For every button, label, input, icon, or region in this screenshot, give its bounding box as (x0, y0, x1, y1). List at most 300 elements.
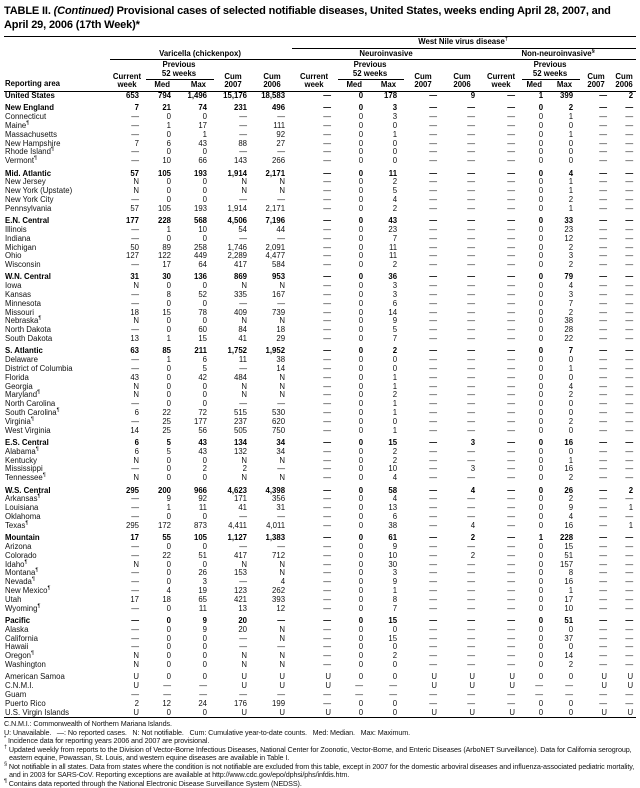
value-cell: — (277, 233, 286, 243)
reporting-area-cell: Tennessee¶ (5, 472, 46, 483)
value-cell: 15 (198, 334, 207, 344)
value-cell: — (323, 511, 332, 521)
value-cell: 0 (166, 568, 171, 578)
value-cell: 0 (392, 416, 398, 426)
value-cell: — (467, 112, 476, 122)
reporting-area-cell: New England (5, 103, 54, 113)
value-cell: 0 (358, 281, 364, 291)
value-cell: 9 (392, 316, 398, 326)
value-cell: 750 (272, 425, 286, 435)
value-cell: 0 (202, 707, 207, 717)
value-cell: — (467, 473, 476, 483)
value-cell: 44 (276, 224, 286, 234)
value-cell: — (625, 381, 634, 391)
value-cell: — (507, 325, 516, 335)
value-cell: N (279, 281, 286, 291)
value-cell: 739 (272, 307, 286, 317)
value-cell: 15 (564, 541, 574, 551)
value-cell: 9 (392, 541, 398, 551)
value-cell: 60 (198, 325, 207, 335)
value-cell: 33 (564, 216, 574, 226)
value-cell: N (279, 316, 286, 326)
value-cell: N (241, 316, 247, 326)
value-cell: 17 (162, 260, 171, 270)
value-cell: 0 (358, 473, 364, 483)
value-cell: 23 (564, 224, 574, 234)
value-cell: 4,011 (266, 520, 286, 530)
value-cell: — (429, 399, 438, 409)
value-cell: — (467, 103, 476, 113)
value-cell: — (131, 689, 139, 699)
value-cell: 18 (130, 307, 139, 317)
non-neuroinvasive-group-header (482, 48, 636, 60)
value-cell: 0 (358, 642, 364, 652)
value-cell: U (325, 681, 332, 691)
value-cell: 0 (392, 672, 398, 682)
value-cell: N (133, 381, 139, 391)
value-cell: 17 (564, 594, 574, 604)
value-cell: 88 (238, 138, 247, 148)
value-cell: — (131, 577, 139, 587)
value-cell: 0 (358, 577, 364, 587)
value-cell: 0 (166, 659, 171, 669)
value-cell: — (599, 594, 608, 604)
value-cell: 74 (198, 103, 207, 113)
value-cell: — (599, 307, 608, 317)
value-cell: — (625, 203, 634, 213)
value-cell: U (241, 707, 247, 717)
value-cell: 0 (166, 298, 171, 308)
value-cell: 23 (388, 224, 398, 234)
neuro-max-header: Max (380, 80, 397, 90)
reporting-area-cell: Mississippi (5, 464, 43, 474)
reporting-area-cell: C.N.M.I. (5, 681, 34, 691)
value-cell: 22 (162, 408, 171, 418)
value-cell: 2 (392, 260, 398, 270)
value-cell: — (599, 485, 608, 495)
value-cell: 50 (130, 242, 139, 252)
value-cell: 26 (564, 485, 574, 495)
table-row (4, 474, 636, 483)
value-cell: 0 (358, 290, 364, 300)
value-cell: — (599, 334, 608, 344)
value-cell: 10 (388, 550, 398, 560)
value-cell: U (509, 681, 516, 691)
value-cell: — (429, 541, 438, 551)
value-cell: — (599, 138, 608, 148)
value-cell: 0 (358, 651, 364, 661)
reporting-area-cell: Massachusetts (5, 129, 58, 139)
value-cell: 16 (564, 520, 574, 530)
footnote-mark: ¶ (30, 416, 34, 423)
value-cell: — (239, 633, 247, 643)
value-cell: 0 (538, 364, 544, 374)
value-cell: — (429, 168, 438, 178)
value-cell: — (429, 325, 438, 335)
value-cell: 0 (358, 224, 364, 234)
value-cell: 262 (272, 585, 286, 595)
value-cell: — (625, 425, 634, 435)
value-cell: — (467, 372, 476, 382)
value-cell: — (131, 541, 139, 551)
reporting-area-cell: Ohio (5, 251, 22, 261)
value-cell: 0 (538, 603, 544, 613)
value-cell: 11 (388, 168, 398, 178)
value-cell: — (625, 281, 634, 291)
value-cell: — (467, 624, 476, 634)
value-cell: — (467, 346, 476, 356)
value-cell: 1,752 (227, 346, 247, 356)
value-cell: — (429, 390, 438, 400)
value-cell: — (429, 559, 438, 569)
reporting-area-cell: South Carolina¶ (5, 407, 60, 418)
value-cell: 0 (568, 372, 574, 382)
value-cell: — (239, 194, 247, 204)
week-label: week (304, 80, 324, 90)
nonneuro-current-week-header (482, 60, 522, 92)
value-cell: 1,383 (265, 533, 286, 543)
value-cell: — (239, 129, 247, 139)
value-cell: 26 (198, 568, 207, 578)
value-cell: — (599, 120, 608, 130)
value-cell: 1 (568, 585, 574, 595)
value-cell: 2 (470, 550, 476, 560)
value-cell: 0 (538, 120, 544, 130)
value-cell: — (599, 372, 608, 382)
value-cell: — (163, 681, 171, 691)
value-cell: — (599, 446, 608, 456)
value-cell: — (429, 224, 438, 234)
value-cell: 0 (538, 651, 544, 661)
value-cell: 0 (358, 594, 364, 604)
reporting-area-cell: American Samoa (5, 672, 65, 682)
value-cell: — (323, 659, 332, 669)
value-cell: 15 (388, 438, 398, 448)
value-cell: 105 (157, 168, 171, 178)
value-cell: — (131, 642, 139, 652)
value-cell: — (599, 168, 608, 178)
value-cell: 176 (233, 698, 247, 708)
value-cell: 0 (358, 156, 364, 166)
value-cell: — (507, 129, 516, 139)
value-cell: 2,171 (265, 203, 286, 213)
reporting-area-cell: Georgia (5, 381, 33, 391)
value-cell: 3 (392, 112, 398, 122)
value-cell: 15,176 (223, 90, 247, 100)
value-cell: — (467, 494, 476, 504)
value-cell: — (467, 307, 476, 317)
value-cell: 0 (568, 707, 574, 717)
value-cell: 0 (358, 446, 364, 456)
value-cell: — (507, 541, 516, 551)
value-cell: — (429, 520, 438, 530)
value-cell: 1,952 (265, 346, 286, 356)
value-cell: — (467, 399, 476, 409)
value-cell: — (429, 298, 438, 308)
value-cell: 29 (276, 334, 286, 344)
value-cell: — (467, 633, 476, 643)
value-cell: 1 (568, 203, 574, 213)
value-cell: 28 (564, 325, 574, 335)
value-cell: — (507, 156, 516, 166)
previous-label: Previous (353, 60, 387, 70)
value-cell: — (507, 355, 516, 365)
value-cell: — (599, 494, 608, 504)
value-cell: — (625, 698, 634, 708)
footnote-marker: * (4, 735, 7, 742)
value-cell: 14 (388, 307, 398, 317)
value-cell: — (599, 659, 608, 669)
value-cell: 0 (568, 147, 574, 157)
value-cell: 0 (358, 615, 364, 625)
value-cell: 51 (564, 550, 574, 560)
value-cell: — (507, 372, 516, 382)
value-cell: 0 (166, 651, 171, 661)
value-cell: 0 (538, 156, 544, 166)
value-cell: — (239, 298, 247, 308)
reporting-area-cell: Alabama¶ (5, 446, 39, 456)
value-cell: 0 (358, 550, 364, 560)
value-cell: 6 (166, 138, 171, 148)
value-cell: 13 (238, 603, 247, 613)
value-cell: 0 (538, 316, 544, 326)
value-cell: — (467, 425, 476, 435)
value-cell: 2 (628, 90, 634, 100)
value-cell: 0 (166, 603, 171, 613)
value-cell: 0 (358, 464, 364, 474)
value-cell: — (599, 603, 608, 613)
non-neuroinvasive-label: Non-neuroinvasive (521, 48, 592, 58)
value-cell: — (599, 651, 608, 661)
varicella-previous-52-weeks-header (146, 60, 214, 80)
value-cell: — (323, 390, 332, 400)
value-cell: N (133, 473, 139, 483)
reporting-area-cell: Puerto Rico (5, 698, 46, 708)
value-cell: — (625, 138, 634, 148)
reporting-area-cell: Guam (5, 689, 27, 699)
value-cell: — (599, 290, 608, 300)
value-cell: — (507, 224, 516, 234)
value-cell: — (625, 550, 634, 560)
varicella-spacer (110, 37, 292, 49)
value-cell: 178 (384, 90, 398, 100)
value-cell: — (239, 642, 247, 652)
value-cell: — (507, 260, 516, 270)
value-cell: — (467, 168, 476, 178)
value-cell: 2 (568, 390, 574, 400)
value-cell: 7 (568, 298, 574, 308)
value-cell: 16 (564, 438, 574, 448)
value-cell: 54 (238, 224, 247, 234)
value-cell: — (323, 316, 332, 326)
value-cell: 14 (564, 651, 574, 661)
value-cell: 2 (470, 533, 476, 543)
value-cell: — (277, 541, 286, 551)
value-cell: 199 (272, 698, 286, 708)
value-cell: 0 (202, 511, 207, 521)
value-cell: 0 (358, 216, 364, 226)
value-cell: 421 (233, 594, 247, 604)
value-cell: — (467, 559, 476, 569)
value-cell: N (133, 455, 139, 465)
value-cell: 6 (134, 438, 139, 448)
value-cell: 1 (166, 224, 171, 234)
value-cell: — (429, 147, 438, 157)
footnote-mark: ¶ (25, 520, 29, 527)
value-cell: 2 (392, 446, 398, 456)
value-cell: N (241, 390, 247, 400)
reporting-area-cell: E.N. Central (5, 216, 50, 226)
value-cell: 8 (392, 594, 398, 604)
value-cell: — (507, 651, 516, 661)
value-cell: 0 (538, 260, 544, 270)
value-cell: U (133, 672, 139, 682)
value-cell: — (625, 168, 634, 178)
value-cell: — (507, 390, 516, 400)
value-cell: — (599, 194, 608, 204)
value-cell: — (599, 541, 608, 551)
value-cell: — (429, 594, 438, 604)
value-cell: — (599, 689, 608, 699)
value-cell: — (625, 455, 634, 465)
footnote-mark: ¶ (42, 472, 46, 479)
value-cell: — (323, 260, 332, 270)
value-cell: — (507, 216, 516, 226)
value-cell: 228 (157, 216, 171, 226)
value-cell: 3 (392, 290, 398, 300)
value-cell: N (133, 659, 139, 669)
nonneuro-cum-2007-header (580, 60, 614, 92)
value-cell: 0 (166, 399, 171, 409)
value-cell: 0 (202, 112, 207, 122)
value-cell: 0 (358, 633, 364, 643)
value-cell: 1 (166, 120, 171, 130)
value-cell: — (429, 568, 438, 578)
value-cell: N (241, 281, 247, 291)
value-cell: 0 (538, 242, 544, 252)
value-cell: — (507, 194, 516, 204)
value-cell: 84 (238, 325, 247, 335)
value-cell: 2 (202, 464, 207, 474)
value-cell: 0 (202, 399, 207, 409)
value-cell: — (625, 233, 634, 243)
value-cell: U (601, 681, 608, 691)
value-cell: 0 (538, 334, 544, 344)
value-cell: — (599, 216, 608, 226)
value-cell: — (429, 689, 438, 699)
wnv-dagger-mark: † (504, 36, 508, 43)
value-cell: — (625, 364, 634, 374)
value-cell: — (599, 585, 608, 595)
value-cell: 0 (358, 559, 364, 569)
value-cell: 4 (568, 168, 574, 178)
value-cell: — (429, 242, 438, 252)
value-cell: 0 (538, 473, 544, 483)
value-cell: 1,127 (227, 533, 247, 543)
value-cell: 89 (162, 242, 171, 252)
value-cell: 5 (166, 446, 171, 456)
value-cell: — (507, 603, 516, 613)
non-neuroinvasive-section-mark: § (591, 48, 595, 54)
value-cell: — (429, 485, 438, 495)
value-cell: 7 (392, 233, 398, 243)
value-cell: 1,914 (227, 203, 247, 213)
value-cell: — (625, 242, 634, 252)
value-cell: 2 (568, 494, 574, 504)
cum-label: Cum (587, 71, 605, 81)
reporting-area-cell: Minnesota (5, 298, 41, 308)
value-cell: 0 (166, 194, 171, 204)
value-cell: — (599, 399, 608, 409)
value-cell: 193 (193, 168, 207, 178)
value-cell: 4 (280, 577, 286, 587)
value-cell: — (467, 216, 476, 226)
value-cell: — (429, 577, 438, 587)
value-cell: — (467, 224, 476, 234)
value-cell: 0 (166, 707, 171, 717)
value-cell: 9 (202, 624, 207, 634)
value-cell: 1,914 (227, 168, 247, 178)
value-cell: 211 (194, 346, 207, 356)
value-cell: — (323, 550, 332, 560)
value-cell: 56 (198, 425, 207, 435)
value-cell: 1 (166, 334, 171, 344)
value-cell: — (507, 494, 516, 504)
neuro-cum-2007-header (404, 60, 444, 92)
table-row (4, 335, 636, 344)
value-cell: 0 (358, 194, 364, 204)
footnote-marker: † (4, 744, 8, 751)
cum-label: Cum (453, 71, 471, 81)
reporting-area-cell: South Dakota (5, 334, 53, 344)
value-cell: — (507, 364, 516, 374)
value-cell: — (429, 203, 438, 213)
value-cell: 0 (166, 473, 171, 483)
value-cell: — (599, 203, 608, 213)
value-cell: — (599, 325, 608, 335)
reporting-area-cell: Washington (5, 659, 46, 669)
value-cell: 18 (276, 325, 286, 335)
value-cell: — (389, 681, 398, 691)
value-cell: — (277, 399, 286, 409)
value-cell: — (131, 464, 139, 474)
value-cell: — (599, 90, 608, 100)
value-cell: 0 (358, 707, 364, 717)
value-cell: — (507, 147, 516, 157)
footnote-marker: ¶ (4, 778, 7, 785)
reporting-area-header: Reporting area (5, 79, 61, 89)
value-cell: — (323, 425, 332, 435)
value-cell: 0 (358, 346, 364, 356)
reporting-area-cell: W.N. Central (5, 272, 51, 282)
value-cell: — (323, 520, 332, 530)
value-cell: 123 (233, 585, 247, 595)
value-cell: — (625, 334, 634, 344)
value-cell: U (469, 672, 476, 682)
value-cell: — (429, 438, 438, 448)
value-cell: 1 (628, 503, 634, 513)
value-cell: 167 (272, 290, 286, 300)
reporting-area-cell: Michigan (5, 242, 37, 252)
value-cell: 0 (166, 541, 171, 551)
value-cell: — (429, 494, 438, 504)
value-cell: — (429, 585, 438, 595)
value-cell: — (507, 103, 516, 113)
value-cell: — (277, 194, 286, 204)
value-cell: 153 (233, 568, 247, 578)
value-cell: — (467, 298, 476, 308)
value-cell: 0 (358, 399, 364, 409)
